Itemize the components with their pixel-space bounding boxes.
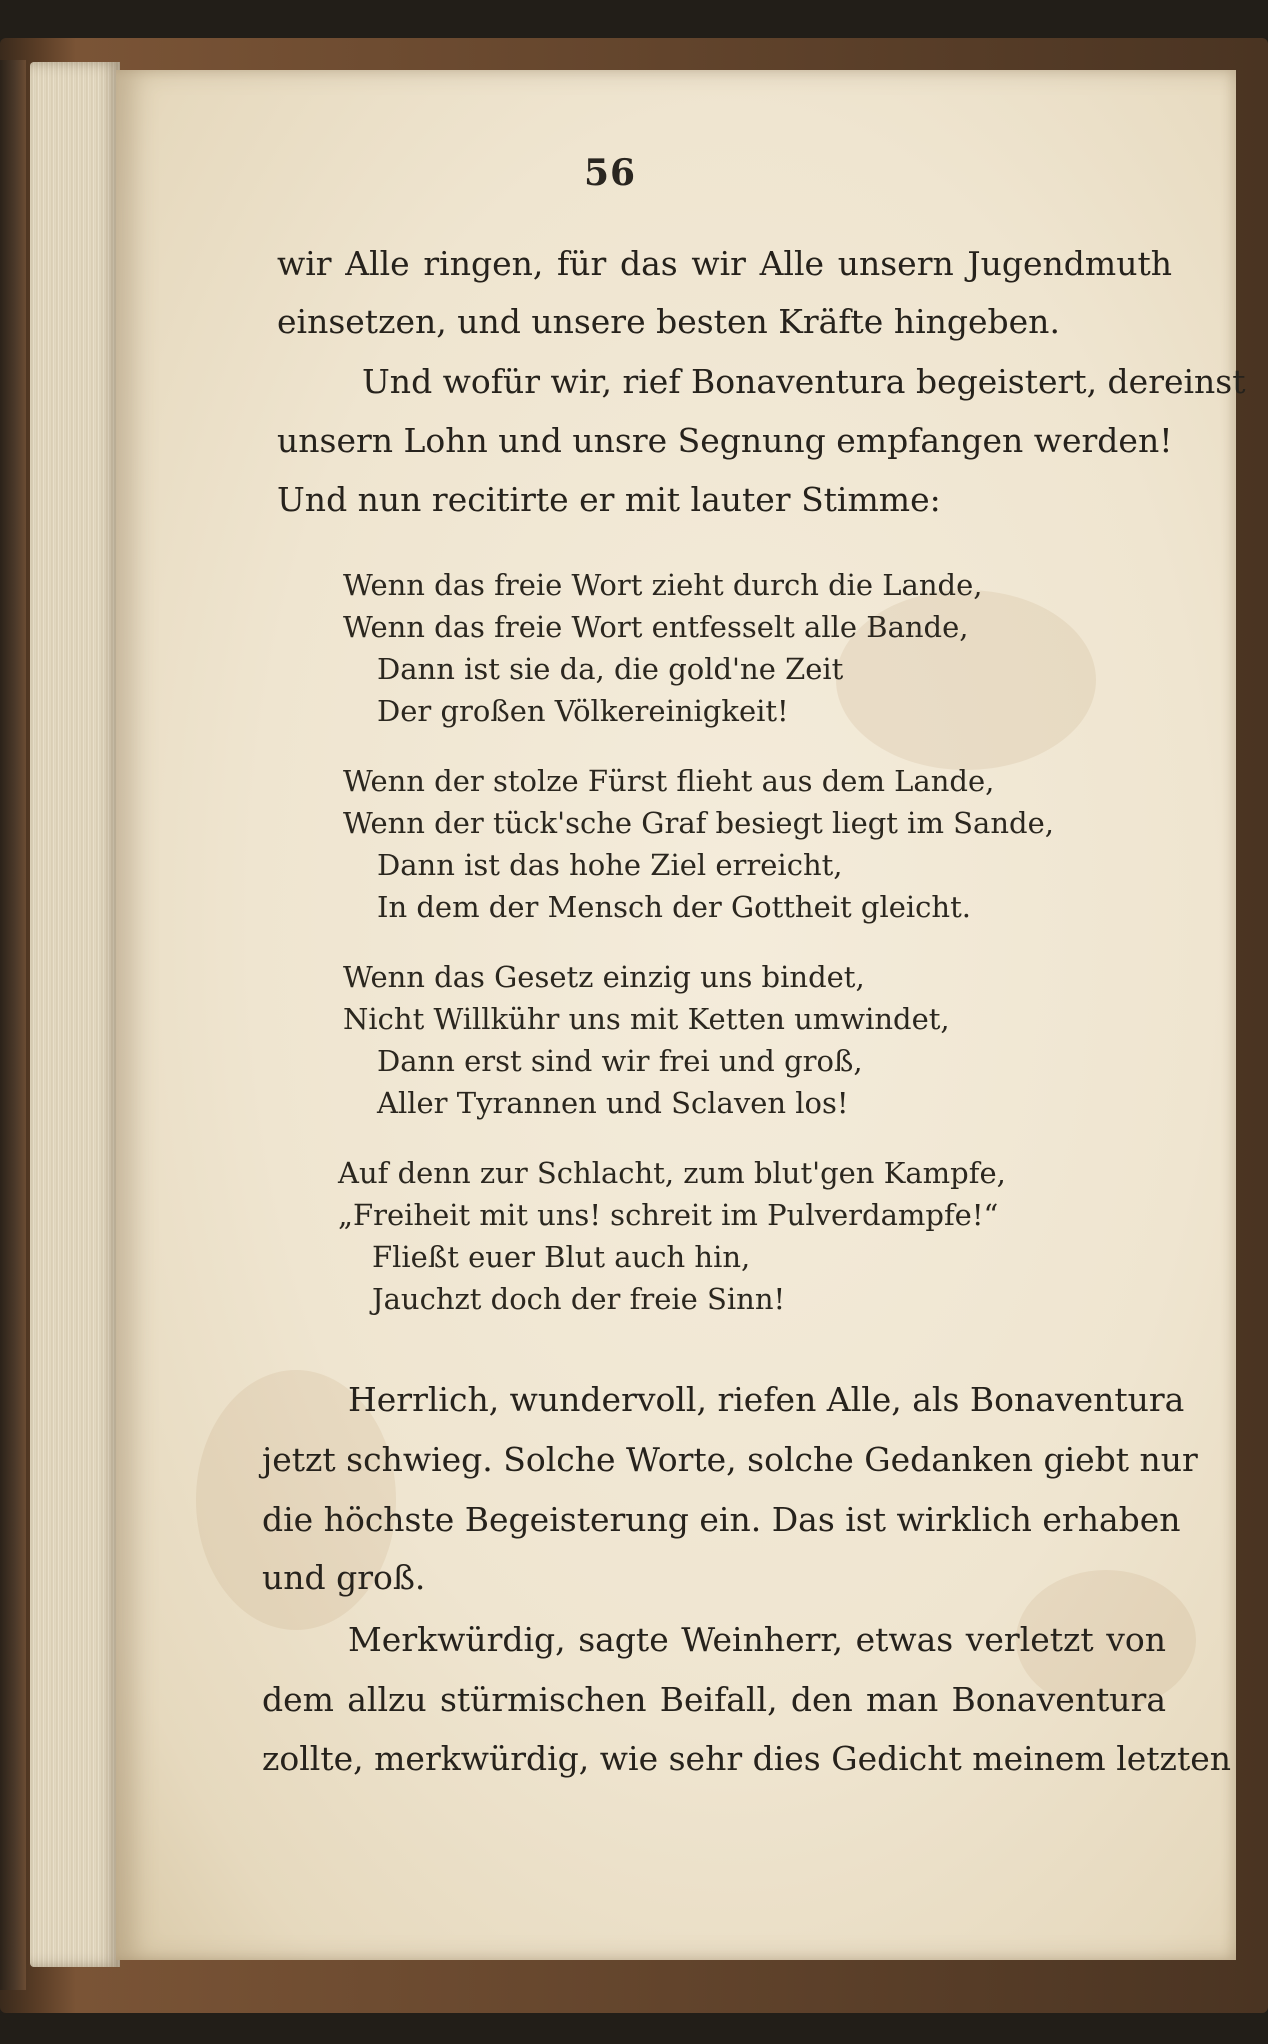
text-line: die höchste Begeisterung ein. Das ist wirklich erhaben xyxy=(262,1500,1181,1539)
poem-line: Aller Tyrannen und Sclaven los! xyxy=(377,1086,849,1120)
text-line: jetzt schwieg. Solche Worte, solche Gedanken giebt nur xyxy=(262,1440,1198,1479)
text-line: und groß. xyxy=(262,1558,426,1597)
page-edges xyxy=(30,62,120,1967)
poem-line: „Freiheit mit uns! schreit im Pulverdampfe!“ xyxy=(338,1198,999,1232)
text-line: dem allzu stürmischen Beifall, den man Bonaventura xyxy=(262,1680,1166,1719)
poem-line: Nicht Willkühr uns mit Ketten umwindet, xyxy=(343,1002,950,1036)
book-spine xyxy=(0,60,26,1990)
poem-line: Auf denn zur Schlacht, zum blut'gen Kampfe, xyxy=(338,1156,1006,1190)
poem-line: Dann ist das hohe Ziel erreicht, xyxy=(377,848,843,882)
text-line: einsetzen, und unsere besten Kräfte hingeben. xyxy=(277,302,1060,341)
text-line: Herrlich, wundervoll, riefen Alle, als Bonaventura xyxy=(348,1380,1185,1419)
text-line: wir Alle ringen, für das wir Alle unsern Jugendmuth xyxy=(277,244,1172,283)
poem-line: In dem der Mensch der Gottheit gleicht. xyxy=(377,890,971,924)
text-line: unsern Lohn und unsre Segnung empfangen werden! xyxy=(277,421,1173,460)
poem-line: Wenn der tück'sche Graf besiegt liegt im Sande, xyxy=(343,806,1054,840)
poem-line: Wenn das freie Wort entfesselt alle Bande, xyxy=(343,610,969,644)
poem-line: Wenn der stolze Fürst flieht aus dem Lande, xyxy=(343,764,995,798)
text-line: zollte, merkwürdig, wie sehr dies Gedicht meinem letzten xyxy=(262,1739,1231,1778)
poem-line: Der großen Völkereinigkeit! xyxy=(377,694,789,728)
page-number: 56 xyxy=(583,152,637,194)
text-line: Merkwürdig, sagte Weinherr, etwas verletzt von xyxy=(348,1620,1166,1659)
poem-line: Wenn das freie Wort zieht durch die Lande, xyxy=(343,568,983,602)
poem-line: Wenn das Gesetz einzig uns bindet, xyxy=(343,960,865,994)
poem-line: Dann ist sie da, die gold'ne Zeit xyxy=(377,652,844,686)
text-line: Und nun recitirte er mit lauter Stimme: xyxy=(277,480,941,519)
poem-line: Jauchzt doch der freie Sinn! xyxy=(372,1282,786,1316)
text-line: Und wofür wir, rief Bonaventura begeistert, dereinst xyxy=(362,362,1246,401)
poem-line: Dann erst sind wir frei und groß, xyxy=(377,1044,863,1078)
poem-line: Fließt euer Blut auch hin, xyxy=(372,1240,751,1274)
